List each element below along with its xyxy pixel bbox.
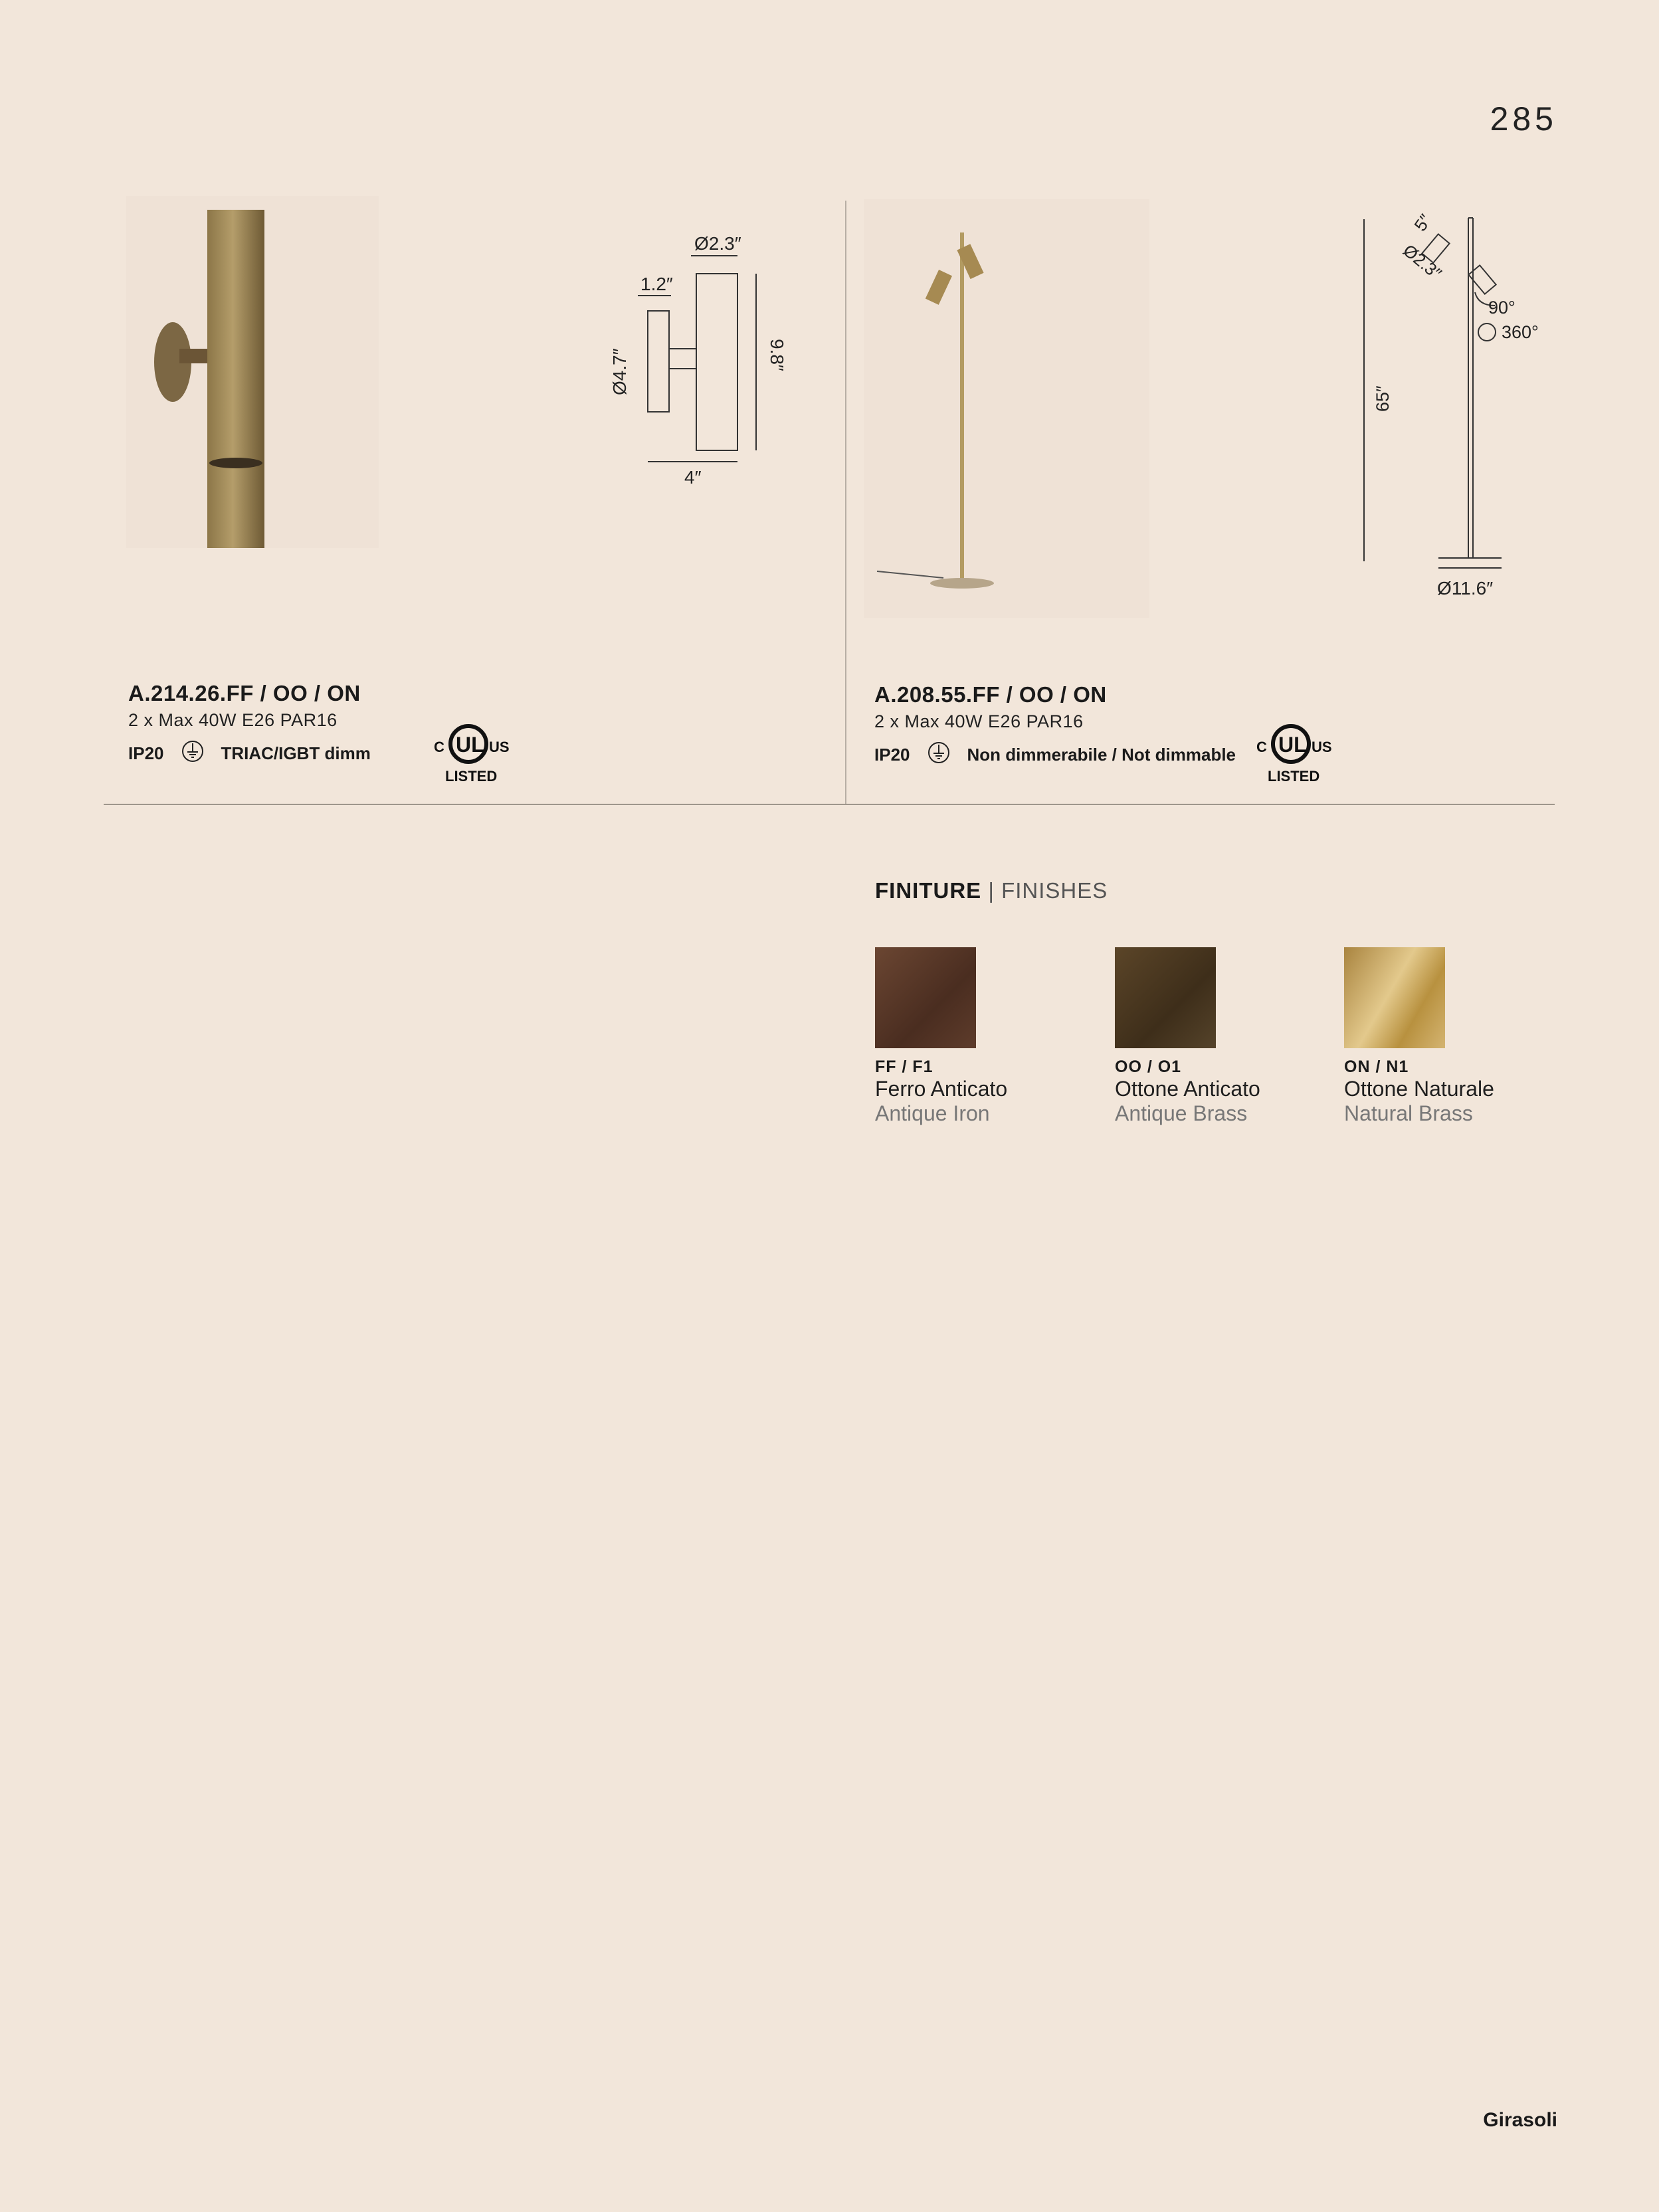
finishes-title-en: FINISHES	[1001, 878, 1108, 903]
ul-mark-c: C	[434, 739, 444, 755]
technical-drawing-wall-lamp	[585, 226, 797, 492]
finish-swatch-antique-brass	[1115, 947, 1216, 1048]
ground-icon	[927, 741, 950, 769]
dim-label: 360°	[1502, 322, 1539, 342]
dim-label: 90°	[1488, 298, 1515, 318]
ul-mark-letters: UL	[456, 733, 484, 757]
product-features	[874, 741, 1539, 769]
ul-mark-listed: LISTED	[445, 768, 498, 784]
dim-label: Ø2.3″	[1399, 240, 1446, 284]
dim-label: Ø4.7″	[609, 348, 630, 395]
dim-label: 9.8″	[767, 339, 787, 371]
ul-listed-logo	[432, 724, 512, 794]
finish-name-en: Antique Iron	[875, 1101, 990, 1125]
dim-label: 1.2″	[640, 274, 673, 294]
collection-name: Girasoli	[1483, 2109, 1557, 2131]
finish-swatch-natural-brass	[1344, 947, 1445, 1048]
product-spec: 2 x Max 40W E26 PAR16	[128, 710, 338, 730]
finishes-title-it: FINITURE	[875, 878, 982, 903]
dim-label: 5″	[1410, 210, 1436, 235]
product-photo-wall-lamp	[126, 196, 379, 548]
ul-listed-logo	[1254, 724, 1334, 794]
technical-drawing-floor-lamp	[1362, 206, 1555, 604]
product-code: A.214.26.FF / OO / ON	[128, 681, 361, 705]
product-spec: 2 x Max 40W E26 PAR16	[874, 711, 1084, 731]
ul-mark-letters: UL	[1278, 733, 1307, 757]
product-photo-floor-lamp	[864, 199, 1149, 618]
dim-label: Ø2.3″	[694, 233, 741, 254]
finish-name-it: Ottone Anticato	[1115, 1077, 1260, 1101]
column-divider	[845, 201, 846, 804]
finish-item	[1115, 947, 1260, 1126]
section-divider	[104, 804, 1555, 805]
ip-rating: IP20	[874, 745, 910, 765]
dim-label: 4″	[684, 467, 702, 488]
ul-mark-us: US	[1312, 739, 1332, 755]
finish-name-it: Ottone Naturale	[1344, 1077, 1494, 1101]
finish-code: OO / O1	[1115, 1058, 1182, 1076]
dim-label: Ø11.6″	[1437, 578, 1494, 599]
ul-mark-us: US	[489, 739, 510, 755]
finish-code: FF / F1	[875, 1058, 933, 1076]
page-number: 285	[1490, 100, 1557, 138]
finish-swatch-antique-iron	[875, 947, 976, 1048]
finish-item	[875, 947, 1007, 1126]
finish-code: ON / N1	[1344, 1058, 1409, 1076]
ip-rating: IP20	[128, 743, 164, 763]
finish-name-it: Ferro Anticato	[875, 1077, 1008, 1101]
dimming-info: TRIAC/IGBT dimm	[221, 743, 371, 763]
finishes-separator: |	[988, 878, 995, 903]
product-code: A.208.55.FF / OO / ON	[874, 682, 1107, 707]
dimming-info: Non dimmerabile / Not dimmable	[967, 745, 1236, 765]
ul-mark-c: C	[1256, 739, 1267, 755]
ground-icon	[181, 740, 204, 767]
ul-mark-listed: LISTED	[1268, 768, 1320, 784]
finish-name-en: Antique Brass	[1115, 1101, 1248, 1125]
finish-item	[1344, 947, 1494, 1126]
finish-name-en: Natural Brass	[1344, 1101, 1473, 1125]
product-info-2	[874, 682, 1539, 769]
finishes-heading	[875, 878, 1108, 903]
dim-label: 65″	[1373, 385, 1393, 412]
